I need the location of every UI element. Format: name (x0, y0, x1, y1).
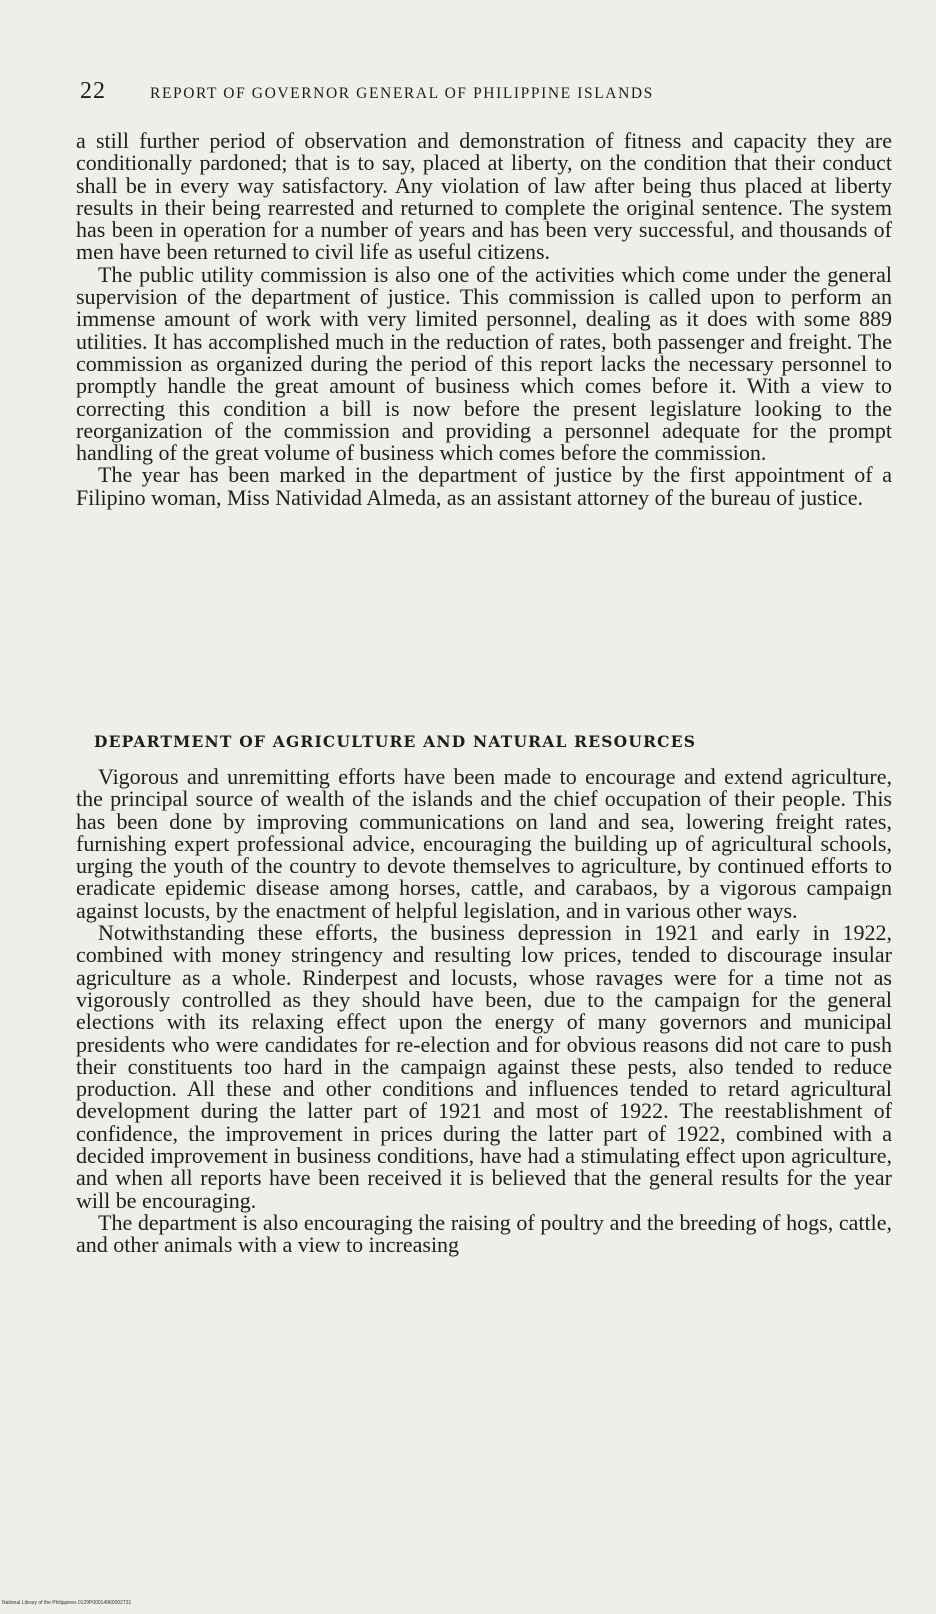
section-heading: DEPARTMENT OF AGRICULTURE AND NATURAL RESOURCES (94, 732, 697, 751)
body-text-bottom (76, 766, 892, 1257)
paragraph: The public utility commission is also one of the activities which come under the general supervision of the department of justice. This commission is called upon to perform an immense amount of work with very limited personnel, dealing as it does with some 889 utilities. It has accomplished much in the reduction of rates, both passenger and freight. The commission as organized during the period of this report lacks the necessary personnel to promptly handle the great amount of business which comes before it. With a view to correcting this condition a bill is now before the present legislature looking to the reorganization of the commission and providing a personnel adequate for the prompt handling of the great volume of business which comes before the commission. (76, 261, 892, 466)
paragraph: The year has been marked in the department of justice by the first appointment of a Filipino woman, Miss Natividad Almeda, as an assistant attorney of the bureau of justice. (76, 462, 892, 510)
page-header (80, 78, 820, 108)
page-number: 22 (80, 78, 106, 104)
body-text-top (76, 130, 892, 509)
paragraph: a still further period of observation and demonstration of fitness and capacity they are conditionally pardoned; that is to say, placed at liberty, on the condition that their conduct shall be in every way satisfactory. Any violation of law after being thus placed at liberty results in their being rearrested and returned to complete the original sentence. The system has been in operation for a number of years and has been very successful, and thousands of men have been returned to civil life as useful citizens. (76, 128, 892, 265)
footer-note: National Library of the Philippines 0129P00014960002731 (2, 1600, 132, 1606)
running-head: REPORT OF GOVERNOR GENERAL OF PHILIPPINE ISLANDS (150, 85, 654, 102)
paragraph: Vigorous and unremitting efforts have been made to encourage and extend agriculture, the principal source of wealth of the islands and the chief occupation of their people. This has been done by improving communications on land and sea, lowering freight rates, furnishing expert professional advice, encouraging the building up of agricultural schools, urging the youth of the country to devote themselves to agriculture, by continued efforts to eradicate epidemic disease among horses, cattle, and carabaos, by a vigorous campaign against locusts, by the enactment of helpful legislation, and in various other ways. (76, 764, 892, 923)
paragraph: The department is also encouraging the raising of poultry and the breeding of hogs, cattle, and other animals with a view to increasing (76, 1209, 892, 1258)
paragraph: Notwithstanding these efforts, the business depression in 1921 and early in 1922, combined with money stringency and resulting low prices, tended to discourage insular agriculture as a whole. Rinderpest and locusts, whose ravages were for a time not as vigorously controlled as they should have been, due to the campaign for the general elections with its relaxing effect upon the energy of many governors and municipal presidents who were candidates for re-election and for obvious reasons did not care to push their constituents too hard in the campaign against these pests, also tended to reduce production. All these and other conditions and influences tended to retard agricultural development during the latter part of 1921 and most of 1922. The reestablishment of confidence, the improvement in prices during the latter part of 1922, combined with a decided improvement in business conditions, have had a stimulating effect upon agriculture, and when all reports have been received it is believed that the general results for the year will be encouraging. (76, 920, 892, 1213)
